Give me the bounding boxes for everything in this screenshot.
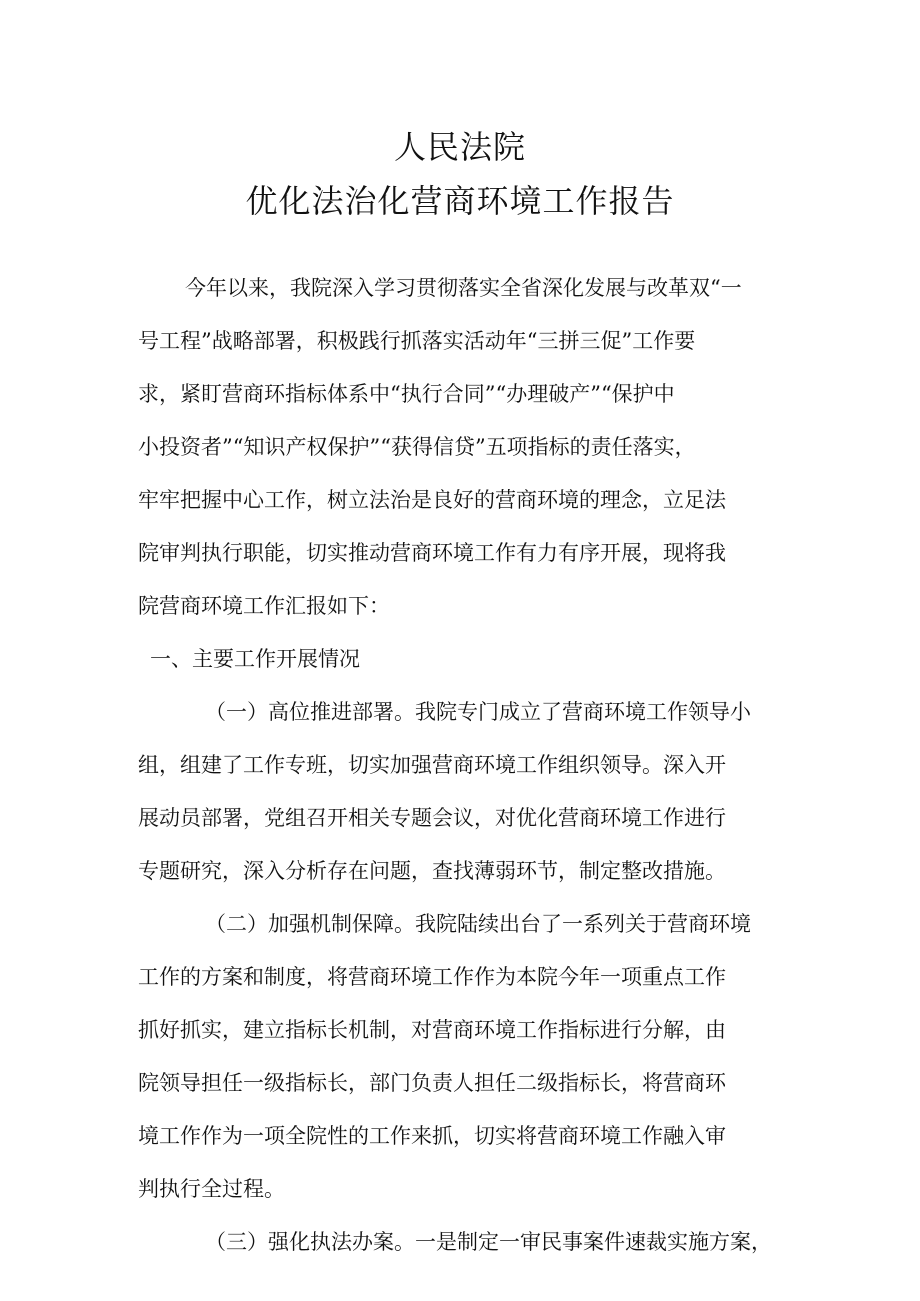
document-title-line2: 优化法治化营商环境工作报告: [245, 182, 675, 220]
body-line-18: 判执行全过程。: [138, 1177, 285, 1201]
body-line-1: 今年以来，我院深入学习贯彻落实全省深化发展与改革双“一: [185, 276, 742, 300]
body-line-6: 院审判执行职能，切实推动营商环境工作有力有序开展，现将我: [138, 541, 726, 565]
body-line-3: 求，紧盯营商环指标体系中“执行合同”“办理破产”“保护中: [138, 382, 675, 406]
body-line-11: 展动员部署，党组召开相关专题会议，对优化营商环境工作进行: [138, 806, 726, 830]
body-line-16: 院领导担任一级指标长，部门负责人担任二级指标长，将营商环: [138, 1071, 726, 1095]
body-line-13: （二）加强机制保障。我院陆续出台了一系列关于营商环境: [205, 912, 751, 936]
body-line-9: （一）高位推进部署。我院专门成立了营商环境工作领导小: [205, 700, 751, 724]
document-title-line1: 人民法院: [393, 128, 526, 166]
body-line-10: 组，组建了工作专班，切实加强营商环境工作组织领导。深入开: [138, 753, 726, 777]
body-line-12: 专题研究，深入分析存在问题，查找薄弱环节，制定整改措施。: [138, 859, 726, 883]
body-line-17: 境工作作为一项全院性的工作来抓，切实将营商环境工作融入审: [138, 1124, 726, 1148]
body-line-19: （三）强化执法办案。一是制定一审民事案件速裁实施方案，: [205, 1230, 772, 1254]
body-line-4: 小投资者”“知识产权保护”“获得信贷”五项指标的责任落实，: [138, 435, 696, 459]
body-line-14: 工作的方案和制度，将营商环境工作作为本院今年一项重点工作: [138, 965, 726, 989]
section-heading: 一、主要工作开展情况: [150, 647, 360, 671]
body-line-2: 号工程”战略部署，积极践行抓落实活动年“三拼三促”工作要: [138, 329, 696, 353]
body-line-15: 抓好抓实，建立指标长机制，对营商环境工作指标进行分解，由: [138, 1018, 726, 1042]
body-line-7: 院营商环境工作汇报如下：: [138, 594, 390, 618]
body-line-5: 牢牢把握中心工作，树立法治是良好的营商环境的理念，立足法: [138, 488, 726, 512]
